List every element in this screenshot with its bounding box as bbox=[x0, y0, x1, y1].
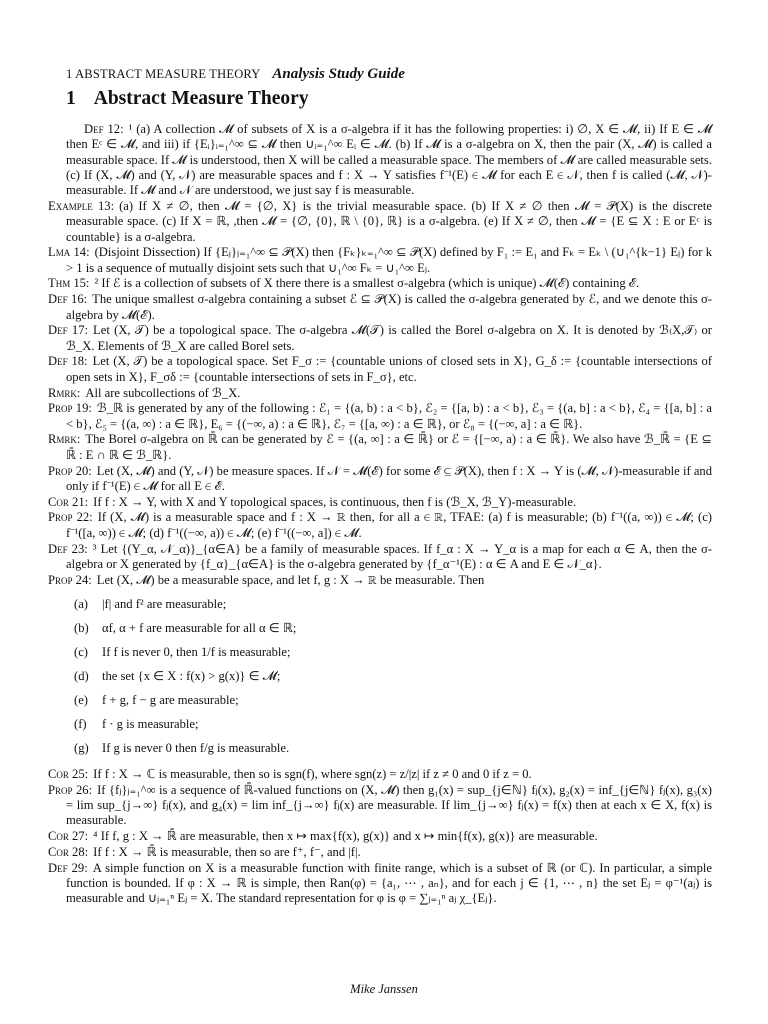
list-item-text: If f is never 0, then 1/f is measurable; bbox=[102, 644, 291, 659]
page-footer-author: Mike Janssen bbox=[350, 982, 418, 996]
item-label: Def 18: bbox=[48, 354, 88, 369]
prop24-list-item bbox=[74, 641, 712, 665]
list-item-text: the set {x ∈ X : f(x) > g(x)} ∈ 𝓜; bbox=[102, 668, 281, 683]
item-label: Def 12: bbox=[84, 122, 124, 136]
theorem-item bbox=[48, 845, 712, 860]
item-text: The unique smallest σ-algebra containing a subset ℰ ⊆ 𝒫(X) is called the σ-algebra generated by ℰ, and we denote this σ-algebra by 𝓜(ℰ). bbox=[66, 292, 712, 322]
theorem-item bbox=[48, 245, 712, 276]
item-text: If {fⱼ}ⱼ₌₁^∞ is a sequence of ℝ̄-valued functions on (X, 𝓜) then g₁(x) = sup_{j∈ℕ} fⱼ(x), g₂(x) = inf_{j∈ℕ} fⱼ(x), g₃(x) = lim sup_{j→∞} fⱼ(x), and g₄(x) = lim inf_{j→∞} fⱼ(x) are measurable. If lim_{j→∞} fⱼ(x) = f(x) then at each x ∈ X, f(x) is measurable. bbox=[66, 782, 712, 828]
item-text: If f : X → ℝ̄ is measurable, then so are f⁺, f⁻, and |f|. bbox=[93, 844, 361, 859]
theorem-item bbox=[48, 495, 712, 510]
prop24-list bbox=[74, 593, 712, 761]
item-label: Thm 15: bbox=[48, 276, 90, 291]
theorem-item bbox=[48, 122, 712, 198]
item-label: Def 16: bbox=[48, 292, 88, 307]
item-text: ¹ (a) A collection 𝓜 of subsets of X is a σ-algebra if it has the following properties: i) ∅, X ∈ 𝓜, ii) If E ∈ 𝓜 then Eᶜ ∈ 𝓜, and iii) if {Eᵢ}ᵢ₌₁^∞ ⊆ 𝓜 then ∪ᵢ₌₁^∞ Eᵢ ∈ 𝓜. (b) If 𝓜 is a σ-algebra on X, then the pair (X, 𝓜) is called a measurable space. If 𝓜 is understood, then X will be called a measurable space. The members of 𝓜 are called measurable sets. (c) If (X, 𝓜) and (Y, 𝒩) are measurable spaces and f : X → Y satisfies f⁻¹(E) ∈ 𝓜 for each E ∈ 𝒩, then f is called (𝓜, 𝒩)-measurable. If 𝓜 and 𝒩 are understood, we just say f is measurable. bbox=[66, 122, 713, 198]
theorem-item bbox=[48, 573, 712, 588]
theorem-item bbox=[48, 323, 712, 354]
running-header bbox=[66, 66, 706, 83]
item-label: Def 17: bbox=[48, 323, 89, 338]
theorem-item bbox=[48, 401, 712, 432]
header-guide-title: Analysis Study Guide bbox=[272, 66, 405, 82]
theorem-item bbox=[48, 354, 712, 385]
theorem-item bbox=[48, 861, 712, 907]
list-item-text: f + g, f − g are measurable; bbox=[102, 692, 239, 707]
items-after-list bbox=[48, 767, 712, 907]
list-marker: (f) bbox=[74, 716, 87, 731]
item-label: Cor 28: bbox=[48, 844, 89, 859]
theorem-item bbox=[48, 829, 712, 844]
theorem-item bbox=[48, 199, 712, 245]
item-text: A simple function on X is a measurable function with finite range, which is a subset of ℝ (or ℂ). In particular, a simple function is bounded. If φ : X → ℝ is simple, then Ran(φ) = {a₁, ⋯ , aₙ}, and for each j ∈ {1, ⋯ , n} the set Eⱼ = φ⁻¹(aⱼ) is measurable and ∪ⱼ₌₁ⁿ Eⱼ = X. The standard representation for φ is φ = ∑ⱼ₌₁ⁿ aⱼ χ_{Eⱼ}. bbox=[66, 860, 712, 906]
body-content bbox=[48, 122, 712, 907]
list-item-text: |f| and f² are measurable; bbox=[102, 596, 227, 611]
item-text: (Disjoint Dissection) If {Eⱼ}ⱼ₌₁^∞ ⊆ 𝒫(X) then {Fₖ}ₖ₌₁^∞ ⊆ 𝒫(X) defined by F₁ := E₁ and Fₖ = Eₖ \ (∪₁^{k−1} Eⱼ) for k > 1 is a sequence of mutually disjoint sets such that ∪₁^∞ Fₖ = ∪₁^∞ Eⱼ. bbox=[66, 245, 712, 275]
prop24-list-item bbox=[74, 593, 712, 617]
item-label: Prop 22: bbox=[48, 510, 93, 525]
list-marker: (d) bbox=[74, 668, 89, 683]
list-marker: (a) bbox=[74, 596, 88, 611]
item-label: Cor 27: bbox=[48, 829, 89, 844]
list-marker: (g) bbox=[74, 740, 89, 755]
section-heading bbox=[66, 88, 309, 110]
theorem-item bbox=[48, 542, 712, 573]
prop24-list-item bbox=[74, 617, 712, 641]
item-text: (a) If X ≠ ∅, then 𝓜 = {∅, X} is the trivial measurable space. (b) If X ≠ ∅ then 𝓜 = 𝒫(X) is the discrete measurable space. (c) If X = ℝ, ,then 𝓜 = {∅, {0}, ℝ \ {0}, ℝ} is a σ-algebra. (e) If X ≠ ∅, then 𝓜 = {E ⊆ X : E or Eᶜ is countable} is a σ-algebra. bbox=[66, 198, 712, 244]
item-text: Let (X, 𝓜) and (Y, 𝒩) be measure spaces. If 𝒩 = 𝓜(ℰ) for some ℰ ⊆ 𝒫(X), then f : X → Y is (𝓜, 𝒩)-measurable if and only if f⁻¹(E) ∈ 𝓜 for all E ∈ ℰ. bbox=[66, 463, 712, 493]
theorem-item bbox=[48, 276, 712, 291]
item-text: All are subcollections of ℬ_X. bbox=[85, 385, 241, 400]
theorem-item bbox=[48, 432, 712, 463]
theorem-item bbox=[48, 767, 712, 782]
item-label: Prop 20: bbox=[48, 463, 92, 478]
item-label: Cor 25: bbox=[48, 766, 89, 781]
item-label: Prop 26: bbox=[48, 782, 93, 797]
item-label: Def 23: bbox=[48, 541, 88, 556]
item-label: Cor 21: bbox=[48, 494, 89, 509]
item-text: If f : X → ℂ is measurable, then so is sgn(f), where sgn(z) = z/|z| if z ≠ 0 and 0 if z = 0. bbox=[93, 766, 532, 781]
list-marker: (b) bbox=[74, 620, 89, 635]
section-title: Abstract Measure Theory bbox=[93, 88, 309, 109]
list-item-text: αf, α + f are measurable for all α ∈ ℝ; bbox=[102, 620, 297, 635]
items-before-list bbox=[48, 122, 712, 588]
prop24-list-item bbox=[74, 737, 712, 761]
item-text: ℬ_ℝ is generated by any of the following : ℰ₁ = {(a, b) : a < b}, ℰ₂ = {[a, b) : a < b}, ℰ₃ = {(a, b] : a < b}, ℰ₄ = {[a, b] : a < b}, ℰ₅ = {(a, ∞) : a ∈ ℝ}, E₆ = {(−∞, a) : a ∈ ℝ}, ℰ₇ = {[a, ∞) : a ∈ ℝ}, or ℰ₈ = {(−∞, a] : a ∈ ℝ}. bbox=[66, 401, 712, 431]
item-text: The Borel σ-algebra on ℝ̄ can be generated by ℰ = {(a, ∞] : a ∈ ℝ̄} or ℰ = {[−∞, a) : a ∈ ℝ̄}. We also have ℬ_ℝ̄ = {E ⊆ ℝ̄ : E ∩ ℝ ∈ ℬ_ℝ}. bbox=[66, 432, 712, 462]
theorem-item bbox=[48, 292, 712, 323]
item-text: Let (X, 𝓜) be a measurable space, and let f, g : X → ℝ be measurable. Then bbox=[96, 572, 485, 587]
prop24-list-item bbox=[74, 713, 712, 737]
section-number: 1 bbox=[66, 88, 76, 109]
list-item-text: f · g is measurable; bbox=[102, 716, 199, 731]
prop24-list-item bbox=[74, 665, 712, 689]
item-text: ⁴ If f, g : X → ℝ̄ are measurable, then x ↦ max{f(x), g(x)} and x ↦ min{f(x), g(x)} are measurable. bbox=[93, 829, 598, 844]
item-label: Example 13: bbox=[48, 198, 115, 213]
item-label: Def 29: bbox=[48, 860, 88, 875]
item-text: ² If ℰ is a collection of subsets of X there there is a smallest σ-algebra (which is unique) 𝓜(ℰ) containing ℰ. bbox=[94, 276, 640, 291]
list-item-text: If g is never 0 then f/g is measurable. bbox=[102, 740, 290, 755]
theorem-item bbox=[48, 783, 712, 829]
theorem-item bbox=[48, 386, 712, 401]
item-label: Lma 14: bbox=[48, 245, 90, 260]
item-label: Rmrk: bbox=[48, 385, 81, 400]
item-text: ³ Let {(Y_α, 𝒩_α)}_{α∈A} be a family of measurable spaces. If f_α : X → Y_α is a map for each α ∈ A, then the σ-algebra or X generated by {f_α}_{α∈A} is the σ-algebra generated by {f_α⁻¹(E) : α ∈ A and E ∈ 𝒩_α}. bbox=[66, 541, 712, 571]
theorem-item bbox=[48, 464, 712, 495]
prop24-list-item bbox=[74, 689, 712, 713]
item-text: If (X, 𝓜) is a measurable space and f : X → ℝ then, for all a ∈ ℝ, TFAE: (a) f is measurable; (b) f⁻¹((a, ∞)) ∈ 𝓜; (c) f⁻¹([a, ∞)) ∈ 𝓜; (d) f⁻¹((−∞, a)) ∈ 𝓜; (e) f⁻¹((−∞, a]) ∈ 𝓜. bbox=[66, 510, 712, 540]
header-section-label: 1 ABSTRACT MEASURE THEORY bbox=[66, 67, 261, 81]
item-text: Let (X, 𝒯) be a topological space. Set F_σ := {countable unions of closed sets in X}, G_δ := {countable intersections of open sets in X}, F_σδ := {countable intersections of sets in F_σ}, etc. bbox=[66, 354, 712, 384]
theorem-item bbox=[48, 510, 712, 541]
item-text: If f : X → Y, with X and Y topological spaces, is continuous, then f is (ℬ_X, ℬ_Y)-measurable. bbox=[93, 494, 577, 509]
item-label: Prop 24: bbox=[48, 572, 92, 587]
item-label: Rmrk: bbox=[48, 432, 81, 447]
list-marker: (e) bbox=[74, 692, 88, 707]
list-marker: (c) bbox=[74, 644, 88, 659]
item-label: Prop 19: bbox=[48, 401, 92, 416]
item-text: Let (X, 𝒯) be a topological space. The σ-algebra 𝓜(𝒯) is called the Borel σ-algebra on X. It is denoted by ℬ₍X,𝒯₎ or ℬ_X. Elements of ℬ_X are called Borel sets. bbox=[66, 323, 712, 353]
